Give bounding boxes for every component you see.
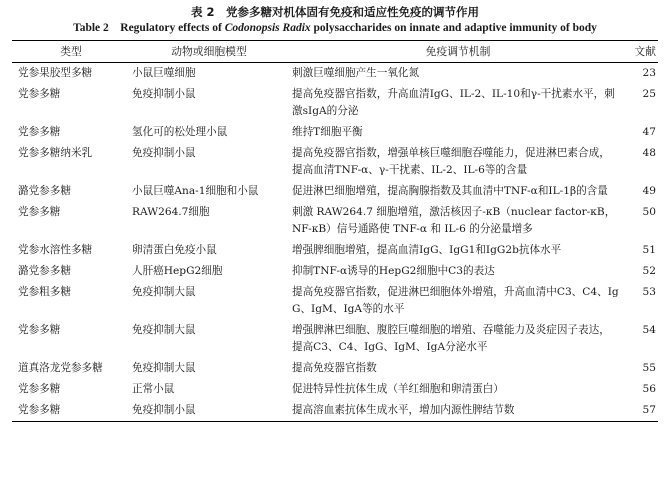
mechanism-cell: 提高免疫器官指数 — [292, 362, 377, 374]
table-body — [12, 63, 658, 422]
mechanism-cell: 增强脾细胞增殖，提高血清IgG、IgG1和IgG2b抗体水平 — [292, 244, 562, 256]
ref-cell: 49 — [642, 185, 656, 197]
header-model: 动物或细胞模型 — [171, 45, 247, 58]
table-title-cn: 表 2 党参多糖对机体固有免疫和适应性免疫的调节作用 — [190, 5, 479, 19]
type-cell: 党参多糖纳米乳 — [18, 147, 93, 159]
ref-cell: 50 — [642, 206, 656, 218]
model-cell: 免疫抑制大鼠 — [132, 286, 196, 298]
model-cell: 卵清蛋白免疫小鼠 — [132, 244, 217, 256]
table-row — [12, 122, 658, 143]
mechanism-cell: 提高免疫器官指数，升高血清IgG、IL-2、IL-10和γ-干扰素水平，刺激sIgA的分泌 — [292, 88, 615, 117]
mechanism-cell: 增强脾淋巴细胞、腹腔巨噬细胞的增殖、吞噬能力及炎症因子表达，提高C3、C4、IgG、IgM、IgA分泌水平 — [292, 324, 610, 353]
type-cell: 党参水溶性多糖 — [18, 244, 93, 256]
table-row — [12, 261, 658, 282]
model-cell: 正常小鼠 — [132, 383, 175, 395]
table-row — [12, 181, 658, 202]
model-cell: 人肝癌HepG2细胞 — [132, 265, 223, 277]
table-row — [12, 400, 658, 422]
mechanism-cell: 抑制TNF-α诱导的HepG2细胞中C3的表达 — [292, 265, 495, 277]
table-row — [12, 379, 658, 400]
table-row — [12, 63, 658, 85]
table-header-row — [12, 41, 658, 63]
model-cell: 免疫抑制大鼠 — [132, 362, 196, 374]
mechanism-cell: 维持T细胞平衡 — [292, 126, 363, 138]
table-row — [12, 143, 658, 181]
mechanism-cell: 刺激 RAW264.7 细胞增殖，激活核因子-κB（nuclear factor-κB，NF-κB）信号通路使 TNF-α 和 IL-6 的分泌量增多 — [292, 206, 616, 235]
type-cell: 党参多糖 — [18, 324, 61, 336]
mechanism-cell: 促进淋巴细胞增殖，提高胸腺指数及其血清中TNF-α和IL-1β的含量 — [292, 185, 608, 197]
ref-cell: 52 — [642, 265, 656, 277]
model-cell: 免疫抑制大鼠 — [132, 324, 196, 336]
mechanism-cell: 提高免疫器官指数，促进淋巴细胞体外增殖，升高血清中C3、C4、IgG、IgM、IgA等的水平 — [292, 286, 619, 315]
ref-cell: 54 — [642, 324, 656, 336]
header-type: 类型 — [60, 45, 82, 58]
type-cell: 潞党参多糖 — [18, 185, 71, 197]
type-cell: 党参粗多糖 — [18, 286, 71, 298]
table-title-en-prefix: Table 2 Regulatory effects of — [73, 22, 225, 34]
type-cell: 党参多糖 — [18, 206, 61, 218]
mechanism-cell: 刺激巨噬细胞产生一氧化氮 — [292, 67, 420, 79]
model-cell: 氢化可的松处理小鼠 — [132, 126, 228, 138]
type-cell: 党参多糖 — [18, 404, 61, 416]
mechanism-cell: 促进特异性抗体生成（羊红细胞和卵清蛋白） — [292, 383, 504, 395]
ref-cell: 55 — [642, 362, 656, 374]
table-row — [12, 320, 658, 358]
model-cell: 免疫抑制小鼠 — [132, 88, 196, 100]
type-cell: 潞党参多糖 — [18, 265, 71, 277]
header-mechanism: 免疫调节机制 — [425, 45, 491, 58]
ref-cell: 48 — [642, 147, 656, 159]
model-cell: 小鼠巨噬Ana-1细胞和小鼠 — [132, 185, 259, 197]
type-cell: 党参多糖 — [18, 88, 61, 100]
type-cell: 党参果胶型多糖 — [18, 67, 93, 79]
table-row — [12, 202, 658, 240]
header-ref: 文献 — [634, 45, 656, 58]
table-row — [12, 240, 658, 261]
model-cell: 免疫抑制小鼠 — [132, 404, 196, 416]
table-title-en-suffix: polysaccharides on innate and adaptive immunity of body — [310, 22, 597, 34]
ref-cell: 56 — [642, 383, 656, 395]
mechanism-cell: 提高免疫器官指数，增强单核巨噬细胞吞噬能力，促进淋巴素合成，提高血清TNF-α、γ-干扰素、IL-2、IL-6等的含量 — [292, 147, 610, 176]
type-cell: 道真洛龙党参多糖 — [18, 362, 103, 374]
ref-cell: 53 — [642, 286, 656, 298]
ref-cell: 47 — [642, 126, 656, 138]
type-cell: 党参多糖 — [18, 126, 61, 138]
ref-cell: 57 — [642, 404, 656, 416]
table-row — [12, 358, 658, 379]
ref-cell: 25 — [642, 88, 656, 100]
table-row — [12, 282, 658, 320]
table-title-en — [12, 20, 658, 36]
ref-cell: 51 — [642, 244, 656, 256]
table-row — [12, 84, 658, 122]
type-cell: 党参多糖 — [18, 383, 61, 395]
model-cell: 小鼠巨噬细胞 — [132, 67, 196, 79]
regulatory-effects-table — [12, 40, 658, 422]
model-cell: RAW264.7细胞 — [132, 206, 210, 218]
model-cell: 免疫抑制小鼠 — [132, 147, 196, 159]
mechanism-cell: 提高溶血素抗体生成水平，增加内源性脾结节数 — [292, 404, 515, 416]
table-title-en-italic: Codonopsis Radix — [224, 22, 311, 34]
ref-cell: 23 — [642, 67, 656, 79]
